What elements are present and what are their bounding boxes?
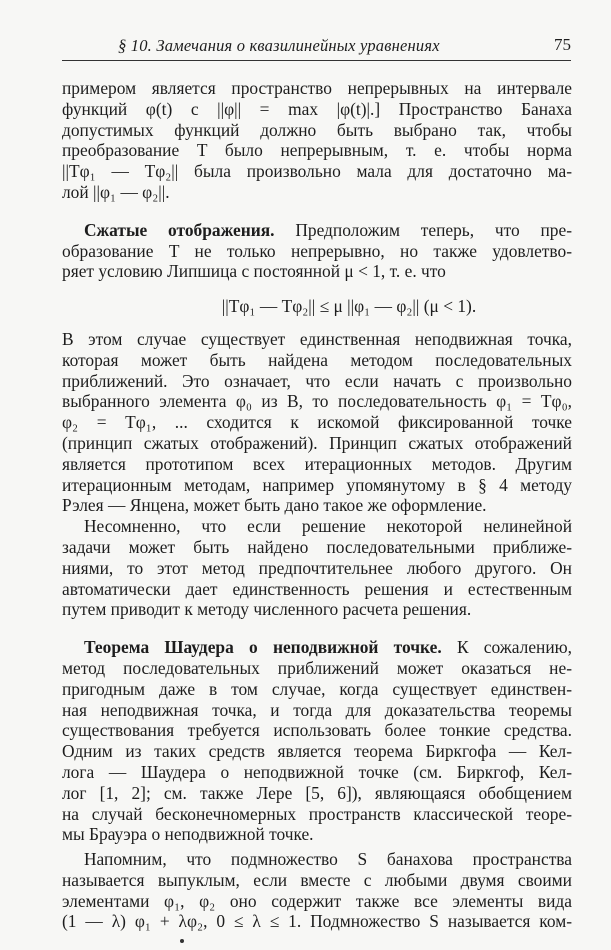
text-line: называется выпуклым, если вместе с любыми двумя своими: [62, 869, 572, 890]
text-line: существования требуется использовать более тонкие средства.: [62, 720, 572, 741]
text-line: Рэлея — Янцена, может быть дано такое же оформление.: [62, 495, 487, 516]
text-line: автоматически дает единственность решения и естественным: [62, 578, 572, 599]
text-line: элементами φ₁, φ₂ оно содержит также все элементы вида: [62, 890, 572, 911]
lipschitz-formula: ||Tφ₁ — Tφ₂|| ≤ μ ||φ₁ — φ₂|| (μ < 1).: [221, 296, 477, 317]
text-line: (принцип сжатых отображений). Принцип сжатых отображений: [62, 432, 572, 453]
section-heading-schauder: Теорема Шаудера о неподвижной точке.: [84, 637, 442, 658]
paragraph-banach-space: [62, 78, 572, 203]
text-line: лога — Шаудера о неподвижной точке (см. Биркгоф, Кел-: [62, 761, 572, 782]
text-line: пригодным даже в том случае, когда существует единствен-: [62, 678, 572, 699]
text-line: Несомненно, что если решение некоторой нелинейной: [84, 516, 572, 537]
paragraph-convex-sets: [62, 849, 572, 932]
text-line: ниями, то этот метод предпочтительнее любого другого. Он: [62, 557, 572, 578]
text-line: образование T не только непрерывно, но также удовлетво-: [62, 240, 572, 261]
text-line: мы Брауэра о неподвижной точке.: [62, 824, 314, 845]
text-line: Сжатые отображения. Предположим теперь, что пре-: [84, 219, 572, 240]
text-line: лог [1, 2]; см. также Лере [5, 6]), являющаяся обобщением: [62, 782, 572, 803]
text-line: путем приводит к методу численного расчета решения.: [62, 599, 472, 620]
text-line: φ₂ = Tφ₁, ... сходится к искомой фиксированной точке: [62, 412, 572, 433]
text-line: выбранного элемента φ₀ из B, то последовательность φ₁ = Tφ₀,: [62, 391, 572, 412]
print-speck: [180, 939, 184, 943]
page-body: [62, 78, 572, 932]
section-heading-contractions: Сжатые отображения.: [84, 219, 275, 240]
running-head: § 10. Замечания о квазилинейных уравнениях: [118, 36, 440, 55]
text-line: Одним из таких средств является теорема Биркгофа — Кел-: [62, 741, 572, 762]
text-line: преобразование T было непрерывным, т. е. чтобы норма: [62, 140, 572, 161]
text-line: приближений. Это означает, что если начать с произвольно: [62, 370, 572, 391]
text-line: на случай бесконечномерных пространств классической теоре-: [62, 803, 572, 824]
text-line: ряет условию Липшица с постоянной μ < 1, т. е. что: [62, 261, 446, 282]
text-line: метод последовательных приближений может оказаться не-: [62, 657, 572, 678]
text-line: которая может быть найдена методом последовательных: [62, 349, 572, 370]
text-line: ||Tφ₁ — Tφ₂|| была произвольно мала для достаточно ма-: [62, 161, 572, 182]
text-line: функций φ(t) с ||φ|| = max |φ(t)|.] Пространство Банаха: [62, 98, 572, 119]
text-line: задачи может быть найдено последовательными приближе-: [62, 536, 572, 557]
page-header: [62, 30, 571, 61]
text-line: лой ||φ₁ — φ₂||.: [62, 181, 170, 202]
paragraph-iteration-advantage: [62, 516, 572, 620]
text-line: Теорема Шаудера о неподвижной точке. К сожалению,: [84, 637, 572, 658]
text-line: (1 — λ) φ₁ + λφ₂, 0 ≤ λ ≤ 1. Подмножество S называется ком-: [62, 911, 572, 932]
text-line: В этом случае существует единственная неподвижная точка,: [62, 328, 572, 349]
text-line: ная неподвижная точка, и тогда для доказательства теоремы: [62, 699, 572, 720]
text-line: итерационным методам, например упомянутому в § 4 методу: [62, 474, 572, 495]
text-line: примером является пространство непрерывных на интервале: [62, 78, 572, 98]
text-line: является прототипом всех итерационных методов. Другим: [62, 453, 572, 474]
paragraph-schauder-theorem: [62, 637, 572, 845]
paragraph-contraction-mappings: [62, 220, 572, 516]
text-line: допустимых функций должно быть выбрано так, чтобы: [62, 119, 572, 140]
text-line: Напомним, что подмножество S банахова пространства: [84, 849, 572, 870]
page-number: 75: [554, 35, 571, 54]
